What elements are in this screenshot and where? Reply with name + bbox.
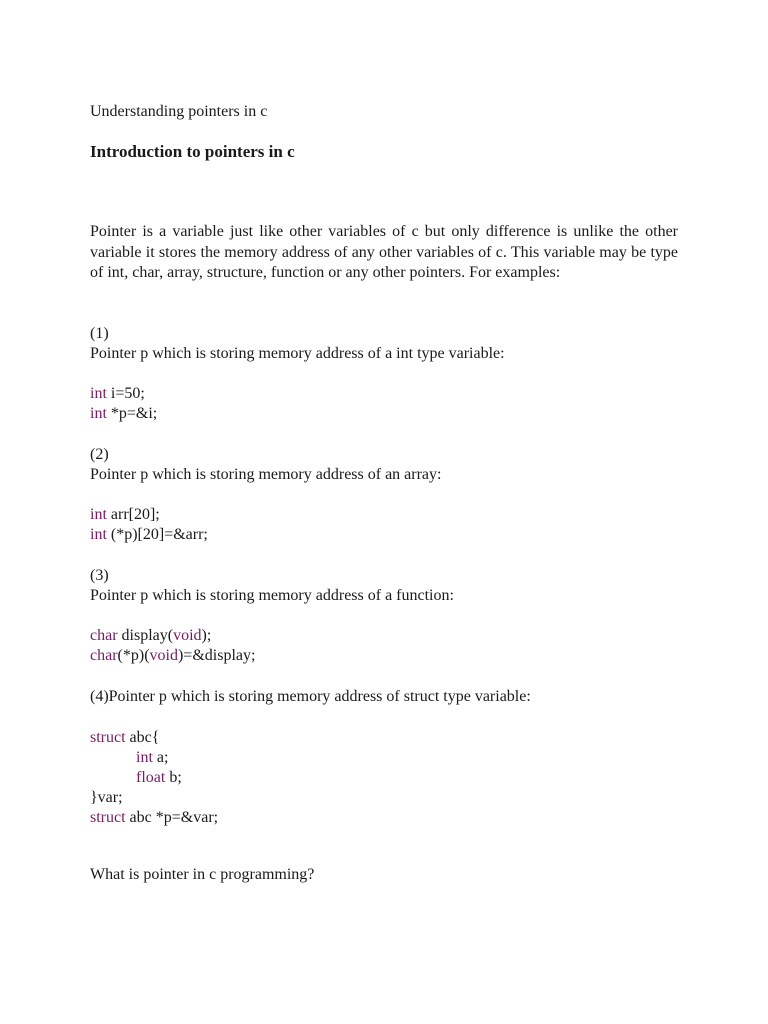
example-2-number: (2) — [90, 446, 109, 463]
example-3-description: Pointer p which is storing memory address of a function: — [90, 587, 454, 604]
keyword: int — [90, 385, 107, 402]
code-text: b; — [165, 769, 182, 786]
example-2-code-line-1 — [90, 505, 160, 525]
keyword: int — [136, 749, 153, 766]
keyword: char — [90, 627, 118, 644]
keyword: struct — [90, 809, 126, 826]
keyword: int — [90, 506, 107, 523]
example-4-code-line-3 — [136, 768, 182, 788]
keyword: char — [90, 647, 118, 664]
intro-paragraph: Pointer is a variable just like other variables of c but only difference is unlike the other variable it stores the memory address of any other variables of c. This variable may be type of int, char, array, structure, function or any other pointers. For examples: — [90, 223, 678, 281]
code-text: display( — [117, 627, 174, 644]
example-1-code-line-2 — [90, 404, 157, 424]
code-text: abc{ — [125, 729, 160, 746]
keyword: int — [90, 405, 107, 422]
example-3-number: (3) — [90, 567, 109, 584]
example-1-description: Pointer p which is storing memory address of a int type variable: — [90, 345, 505, 362]
example-2-description: Pointer p which is storing memory address of an array: — [90, 466, 442, 483]
code-text: arr[20]; — [106, 506, 160, 523]
example-4-code-line-1 — [90, 728, 159, 748]
example-4-code-line-4: }var; — [90, 789, 123, 806]
example-1-code-line-1 — [90, 384, 145, 404]
example-2-code-line-2 — [90, 525, 208, 545]
keyword: void — [149, 647, 178, 664]
code-text: a; — [152, 749, 169, 766]
document-title: Understanding pointers in c — [90, 103, 268, 120]
code-text: *p=&i; — [106, 405, 158, 422]
example-3-code-line-2 — [90, 646, 255, 666]
code-text: )=&display; — [177, 647, 256, 664]
code-text: (*p)[20]=&arr; — [106, 526, 208, 543]
keyword: float — [136, 769, 166, 786]
code-text: ); — [201, 627, 212, 644]
example-3-code-line-1 — [90, 626, 211, 646]
keyword: struct — [90, 729, 126, 746]
closing-question: What is pointer in c programming? — [90, 866, 315, 883]
keyword: int — [90, 526, 107, 543]
code-text: abc *p=&var; — [125, 809, 219, 826]
code-text: (*p)( — [117, 647, 150, 664]
keyword: void — [173, 627, 202, 644]
example-4-code-line-2 — [136, 748, 168, 768]
code-text: i=50; — [106, 385, 145, 402]
example-4-code-line-5 — [90, 808, 218, 828]
example-4-description: (4)Pointer p which is storing memory address of struct type variable: — [90, 688, 531, 705]
example-1-number: (1) — [90, 325, 109, 342]
section-heading: Introduction to pointers in c — [90, 142, 295, 161]
